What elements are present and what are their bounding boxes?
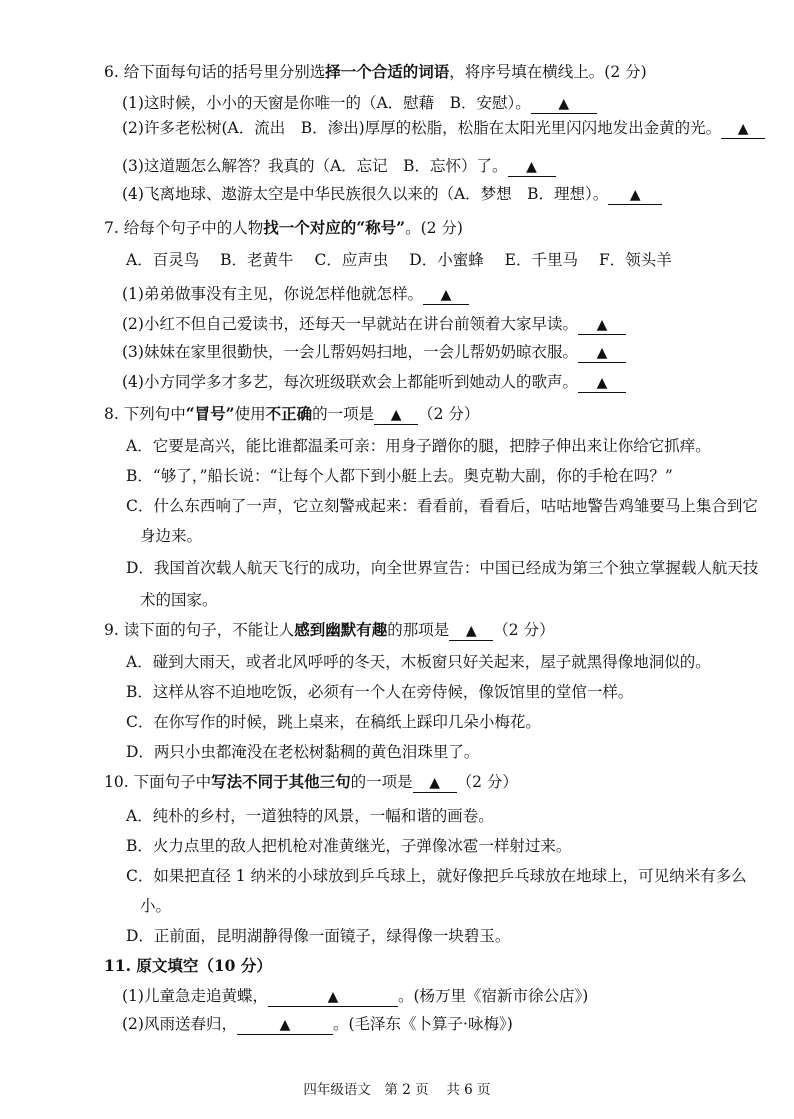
q8-stem-text-a: 下列句中 [123,405,186,423]
q6-stem-text-b: 择一个合适的词语 [325,62,450,81]
triangle-mark: ▲ [526,159,537,175]
q6-sentence-3 [122,156,556,177]
triangle-mark: ▲ [558,96,570,112]
answer-blank[interactable] [508,158,556,177]
q11-item-1 [122,986,588,1007]
answer-blank[interactable] [374,406,418,425]
q7-choices [126,250,688,270]
answer-blank[interactable] [449,622,493,641]
triangle-mark: ▲ [596,375,608,391]
triangle-mark: ▲ [596,317,608,333]
q7-number: 7. [104,219,119,237]
answer-blank[interactable] [531,95,597,114]
q11-item-2 [122,1014,513,1035]
answer-blank[interactable] [721,120,765,139]
triangle-mark: ▲ [440,287,452,303]
q7-sentence-1 [122,284,469,305]
q6-s2-text: (2)许多老松树(A．流出 B．渗出)厚厚的松脂，松脂在太阳光里闪闪地发出金黄的光。 [122,119,722,137]
q10-option-c-cont [140,896,171,916]
q10-score: （2 分） [456,773,518,791]
q6-s3-text: (3)这道题怎么解答？我真的（A．忘记 B．忘怀）了。 [122,157,508,175]
answer-blank[interactable] [413,774,457,793]
q6-sentence-4 [122,184,662,205]
q9-stem-text-a: 读下面的句子，不能让人 [123,621,295,639]
q8-option-b [126,466,673,486]
q8-stem [104,404,479,425]
q7-choice-b: B．老黄牛 [220,251,294,269]
q9-option-d-text: D．两只小虫都淹没在老松树黏稠的黄色泪珠里了。 [126,743,480,761]
q9-stem [104,620,555,641]
triangle-mark: ▲ [596,345,608,361]
q9-option-a [126,652,711,672]
q10-option-a [126,806,494,826]
q7-sentence-3 [122,342,626,363]
q6-number: 6. [104,63,119,81]
q6-s1-text: (1)这时候，小小的天窗是你唯一的（A．慰藉 B．安慰）。 [122,94,531,112]
q8-option-d-text-2: 术的国家。 [140,591,218,609]
q11-s1-text: (1)儿童急走追黄蝶， [122,987,268,1005]
q10-number: 10. [104,773,129,791]
answer-blank[interactable] [578,374,626,393]
triangle-mark: ▲ [429,775,441,791]
q8-stem-text-d: 不正确 [265,404,313,423]
q8-option-d [126,558,758,578]
q9-stem-text-b: 感到幽默有趣 [294,620,388,639]
q11-s2-source: 。(毛泽东《卜算子·咏梅》) [332,1015,513,1033]
triangle-mark: ▲ [465,623,477,639]
q8-option-c-text-2: 身边来。 [140,527,203,545]
q7-choice-e: E．千里马 [504,251,578,269]
q7-stem-text-b: 找一个对应的“称号” [263,218,406,237]
q8-score: （2 分） [418,405,480,423]
q8-stem-text-e: 的一项是 [312,405,375,423]
q11-stem [104,956,272,976]
q7-stem-text-c: 。(2 分) [405,219,463,237]
q11-s2-text: (2)风雨送春归， [122,1015,237,1033]
q9-option-d [126,742,479,762]
q6-stem-text-a: 给下面每句话的括号里分别选 [123,63,326,81]
q7-stem [104,218,463,238]
q7-sentence-2 [122,314,626,335]
triangle-mark: ▲ [629,187,641,203]
q9-number: 9. [104,621,119,639]
q7-s4-text: (4)小方同学多才多艺，每次班级联欢会上都能听到她动人的歌声。 [122,373,578,391]
answer-blank[interactable] [268,988,398,1007]
q10-option-c-text: C．如果把直径 1 纳米的小球放到乒乓球上，就好像把乒乓球放在地球上，可见纳米有多么 [126,867,747,885]
q7-s2-text: (2)小红不但自己爱读书，还每天一早就站在讲台前领着大家早读。 [122,315,578,333]
q8-number: 8. [104,405,119,423]
q8-option-c-cont [140,526,202,546]
q6-stem [104,62,647,82]
q10-option-a-text: A．纯朴的乡村，一道独特的风景，一幅和谐的画卷。 [126,807,494,825]
q8-option-d-cont [140,590,218,610]
q8-stem-text-c: 使用 [234,405,266,423]
triangle-mark: ▲ [327,989,339,1005]
answer-blank[interactable] [608,186,662,205]
q10-option-b-text: B．火力点里的敌人把机枪对准黄继光，子弹像冰雹一样射过来。 [126,837,572,855]
q7-stem-text-a: 给每个句子中的人物 [123,219,264,237]
q8-option-d-text: D．我国首次载人航天飞行的成功，向全世界宣告：中国已经成为第三个独立掌握载人航天技 [126,559,759,577]
q8-option-c [126,496,758,516]
q8-option-a [126,436,711,456]
triangle-mark: ▲ [279,1017,291,1033]
q10-option-d [126,926,510,946]
q10-option-c [126,866,747,886]
q10-option-c-text-2: 小。 [140,897,172,915]
q8-stem-text-b: “冒号” [185,404,235,423]
q7-choice-a: A．百灵鸟 [126,251,200,269]
q7-sentence-4 [122,372,626,393]
q9-score: （2 分） [493,621,555,639]
q11-s1-source: 。(杨万里《宿新市徐公店》) [397,987,589,1005]
q9-option-c [126,712,541,732]
page-footer: 四年级语文 第 2 页 共 6 页 [303,1082,491,1098]
q7-choice-d: D．小蜜蜂 [409,251,484,269]
q6-stem-text-c: ，将序号填在横线上。(2 分) [449,63,647,81]
q9-stem-text-c: 的那项是 [387,621,450,639]
q10-stem [104,772,518,793]
q10-stem-text-b: 写法不同于其他三句 [211,772,351,791]
q10-stem-text-a: 下面句子中 [133,773,212,791]
q10-option-d-text: D．正前面，昆明湖静得像一面镜子，绿得像一块碧玉。 [126,927,511,945]
q9-option-b-text: B．这样从容不迫地吃饭，必须有一个人在旁侍候，像饭馆里的堂倌一样。 [126,683,634,701]
triangle-mark: ▲ [737,121,749,137]
answer-blank[interactable] [578,344,626,363]
q10-stem-text-c: 的一项是 [350,773,413,791]
q8-option-b-text: B．“够了，”船长说：“让每个人都下到小艇上去。奥克勒大副，你的手枪在吗？” [126,467,673,485]
answer-blank[interactable] [423,286,469,305]
q7-choice-f: F．领头羊 [598,251,672,269]
q9-option-a-text: A．碰到大雨天，或者北风呼呼的冬天，木板窗只好关起来，屋子就黑得像地洞似的。 [126,653,711,671]
answer-blank[interactable] [578,316,626,335]
q10-option-b [126,836,571,856]
q6-sentence-1 [122,93,597,114]
q7-s3-text: (3)妹妹在家里很勤快，一会儿帮妈妈扫地，一会儿帮奶奶晾衣服。 [122,343,578,361]
q8-option-c-text: C．什么东西响了一声，它立刻警戒起来：看看前，看看后，咕咕地警告鸡雏要马上集合到它 [126,497,758,515]
q11-title: 原文填空（10 分） [136,956,272,975]
answer-blank[interactable] [237,1016,333,1035]
q8-option-a-text: A．它要是高兴，能比谁都温柔可亲：用身子蹭你的腿，把脖子伸出来让你给它抓痒。 [126,437,711,455]
q11-number: 11. [104,956,131,975]
triangle-mark: ▲ [390,407,402,423]
q9-option-c-text: C．在你写作的时候，跳上桌来，在稿纸上踩印几朵小梅花。 [126,713,541,731]
q6-sentence-2 [122,118,765,139]
q9-option-b [126,682,633,702]
q7-s1-text: (1)弟弟做事没有主见，你说怎样他就怎样。 [122,285,423,303]
q6-s4-text: (4)飞离地球、遨游太空是中华民族很久以来的（A．梦想 B．理想）。 [122,185,609,203]
q7-choice-c: C．应声虫 [314,251,389,269]
